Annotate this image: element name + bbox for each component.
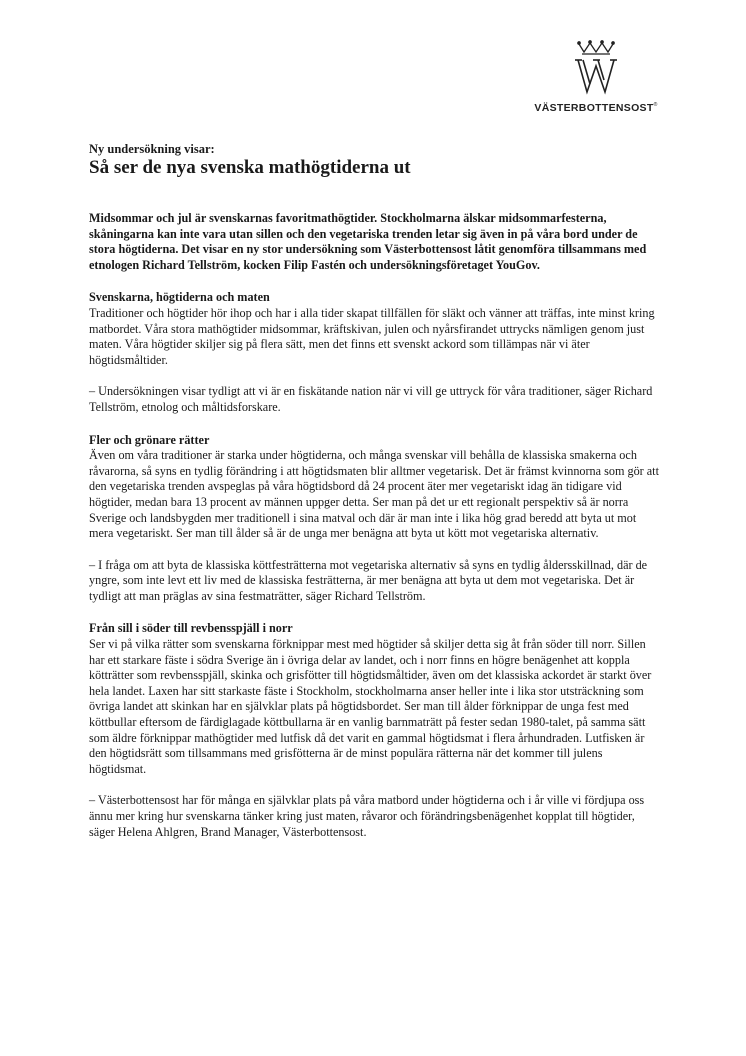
section-body: Även om våra traditioner är starka under högtiderna, och många svenskar vill behålla de klassiska smakerna och råvarorna, så syns en tydlig förändring i att högtidsmaten blir alltmer vegetarisk. Det är främst kvinnorna som gör att den vegetariska trenden avspeglas på våra högtidsbord då 24 procent äter mer vegetariskt idag än tidigare vid högtider, medan bara 13 procent av männen uppger detta. Ser man på det ur ett regionalt perspektiv så är norra Sverige och landsbygden mer traditionell i sina matval och där är man inte i lika hög grad beredd att byta ut mot mera vegetariskt. Ser man till ålder så är de unga mer benägna att byta ut kött mot vegetariska alternativ. <box>89 448 659 541</box>
page-title: Så ser de nya svenska mathögtiderna ut <box>89 157 411 178</box>
section-quote: – Västerbottensost har för många en självklar plats på våra matbord under högtiderna och i år ville vi fördjupa oss ännu mer kring hur svenskarna tänker kring just maten, råvaror och förändringsbenägenhet kopplat till högtider, säger Helena Ahlgren, Brand Manager, Västerbottensost. <box>89 793 645 839</box>
crowned-w-logo-icon <box>573 40 619 96</box>
lead-paragraph: Midsommar och jul är svenskarnas favoritmathögtider. Stockholmarna älskar midsommarfesterna, skåningarna kan inte vara utan sillen och den vegetariska trenden letar sig även in på våra bord under de stora högtiderna. Det visar en ny stor undersökning som Västerbottensost låtit genomföra tillsammans med etnologen Richard Tellström, kocken Filip Fastén och undersökningsföretaget YouGov. <box>89 211 647 272</box>
section-heading: Svenskarna, högtiderna och maten <box>89 290 270 305</box>
section-heading: Fler och grönare rätter <box>89 432 210 447</box>
kicker: Ny undersökning visar: <box>89 142 215 156</box>
section-quote: – Undersökningen visar tydligt att vi är en fiskätande nation när vi vill ge uttryck för våra traditioner, säger Richard Tellström, etnolog och måltidsforskare. <box>89 384 653 414</box>
section-body: Ser vi på vilka rätter som svenskarna förknippar mest med högtider så skiljer detta sig åt från söder till norr. Sillen har ett starkare fäste i södra Sverige än i övriga delar av landet, och i norr finns en högre benägenhet att koppla kötträtter som revbensspjäll, skinka och grisfötter till högtidsmåltider, även om det klassiska ackordet är starkt över hela landet. Laxen har sitt starkaste fäste i Stockholm, stockholmarna anser heller inte i lika stor utsträckning som övriga landet att skinkan har en självklar plats på högtidsbordet. Ser man till ålder förknippar de unga fest med köttbullar eftersom de färdiglagade köttbullarna är en vanlig barnmaträtt på fester sedan 1980-talet, på samma sätt som äldre förknippar mathögtider med lutfisk då det varit en gammal högtidsmat i flera århundraden. Lutfisken är den högtidsrätt som tillsammans med grisfötterna är de minst populära rätterna när det kommer till julens högtidsmat. <box>89 637 652 776</box>
section-body: Traditioner och högtider hör ihop och har i alla tider skapat tillfällen för släkt och vänner att träffas, inte minst kring matbordet. Våra stora mathögtider midsommar, kräftskivan, julen och nyårsfirandet uttrycks nämligen genom just maten. Våra högtider skiljer sig på flera sätt, men det finns ett svenskt ackord som tillämpas när vi äter högtidsmåltider. <box>89 305 655 367</box>
brand-logo <box>526 40 666 114</box>
section-quote: – I fråga om att byta de klassiska köttfesträtterna mot vegetariska alternativ så syns en tydlig åldersskillnad, där de yngre, som inte levt ett liv med de klassiska festrätterna, är mer benägna att byta ut dem mot vegetariska. Det är tydligt att man präglas av sina festmaträtter, säger Richard Tellström. <box>89 557 648 603</box>
brand-wordmark: VÄSTERBOTTENSOST® <box>534 102 658 114</box>
section-heading: Från sill i söder till revbensspjäll i norr <box>89 621 293 636</box>
press-release <box>89 142 659 840</box>
